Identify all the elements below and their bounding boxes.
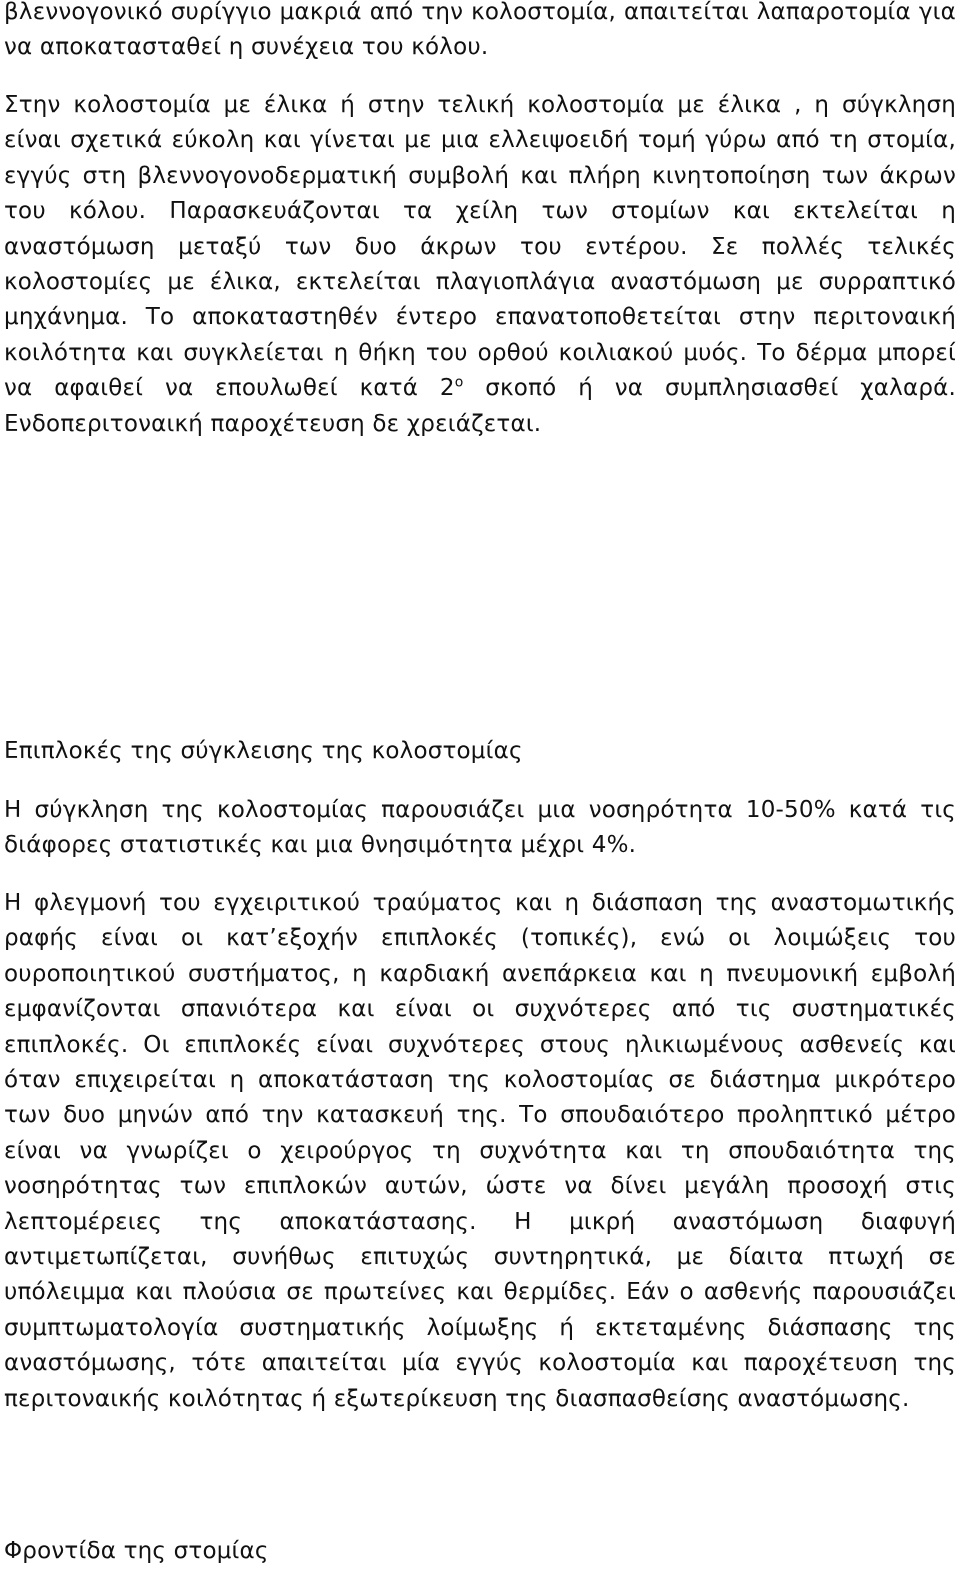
paragraph-morbidity: Η σύγκληση της κολοστομίας παρουσιάζει μια νοσηρότητα 10-50% κατά τις διάφορες στατιστικές και μια θνησιμότητα μέχρι 4%.	[4, 797, 956, 859]
paragraph-closure-technique	[4, 88, 956, 442]
paragraph-complications-detail: Η φλεγμονή του εγχειριτικού τραύματος και η διάσπαση της αναστομωτικής ραφής είναι οι κατ’εξοχήν επιπλοκές (τοπικές), ενώ οι λοιμώξεις του ουροποιητικού συστήματος, η καρδιακή ανεπάρκεια και η πνευμονική εμβολή εμφανίζονται σπανιότερα και είναι οι συχνότερες από τις συστηματικές επιπλοκές. Οι επιπλοκές είναι συχνότερες στους ηλικιωμένους ασθενείς και όταν επιχειρείται η αποκατάσταση της κολοστομίας σε διάστημα μικρότερο των δυο μηνών από την κατασκευή της. Το σπουδαιότερο προληπτικό μέτρο είναι να γνωρίζει ο χειρούργος τη συχνότητα και τη σπουδαιότητα της νοσηρότητας των επιπλοκών αυτών, ώστε να δίνει μεγάλη προσοχή στις λεπτομέρειες της αποκατάστασης. Η μικρή αναστόμωση διαφυγή αντιμετωπίζεται, συνήθως επιτυχώς συντηρητικά, με δίαιτα πτωχή σε υπόλειμμα και πλούσια σε πρωτείνες και θερμίδες. Εάν ο ασθενής παρουσιάζει συμπτωματολογία συστηματικής λοίμωξης ή εκτεταμένης διάσπασης της αναστόμωσης, τότε απαιτείται μία εγγύς κολοστομία και παροχέτευση της περιτοναικής κοιλότητας ή εξωτερίκευση της διασπασθείσης αναστόμωσης.	[4, 890, 956, 1412]
section-heading-stoma-care: Φροντίδα της στομίας	[4, 1538, 269, 1564]
paragraph-continued: βλεννογονικό συρίγγιο μακριά από την κολοστομία, απαιτείται λαπαροτομία για να αποκατασταθεί η συνέχεια του κόλου.	[4, 0, 956, 61]
paragraph-closure-text-1: Στην κολοστομία με έλικα ή στην τελική κολοστομία με έλικα , η σύγκληση είναι σχετικά εύκολη και γίνεται με μια ελλειψοειδή τομή γύρω από τη στομία, εγγύς στη βλεννογονοδερματική συμβολή και πλήρη κινητοποίηση των άκρων του κόλου. Παρασκευάζονται τα χείλη των στομίων και εκτελείται η αναστόμωση μεταξύ των δυο άκρων του εντέρου. Σε πολλές τελικές κολοστομίες με έλικα, εκτελείται πλαγιοπλάγια αναστόμωση με συρραπτικό μηχάνημα. Το αποκαταστηθέν έντερο επανατοποθετείται στην περιτοναική κοιλότητα και συγκλείεται η θήκη του ορθού κοιλιακού μυός. Το δέρμα μπορεί να αφαιθεί να επουλωθεί κατά 2	[4, 92, 956, 402]
section-heading-complications: Επιπλοκές της σύγκλεισης της κολοστομίας	[4, 738, 523, 764]
superscript-o: ο	[454, 374, 464, 391]
paragraph-closure-text-2: σκοπό ή να συμπλησιασθεί χαλαρά. Ενδοπεριτοναική παροχέτευση δε χρειάζεται.	[4, 375, 956, 437]
